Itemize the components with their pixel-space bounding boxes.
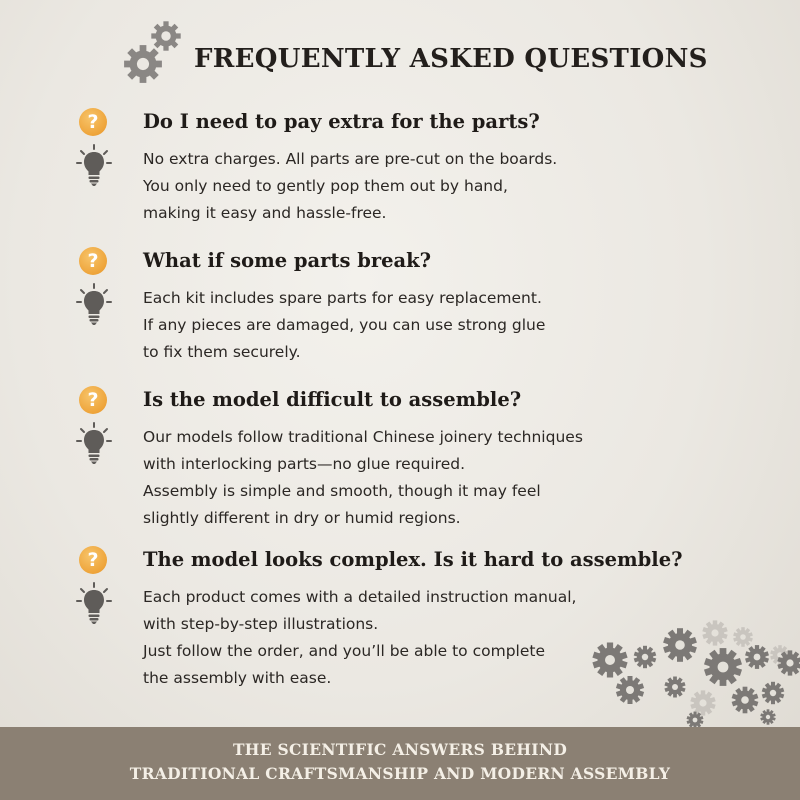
answer-line: slightly different in dry or humid regions. (143, 509, 461, 527)
lightbulb-icon (76, 422, 112, 466)
faq-item-broken-parts (78, 245, 718, 384)
question-text: The model looks complex. Is it hard to assemble? (143, 548, 683, 571)
gears-icon (118, 16, 188, 88)
footer-line-2: TRADITIONAL CRAFTSMANSHIP AND MODERN ASSEMBLY (129, 764, 671, 783)
answer-line: making it easy and hassle-free. (143, 204, 387, 222)
answer-text (143, 424, 718, 532)
answer-line: Each kit includes spare parts for easy replacement. (143, 289, 542, 307)
answer-line: Assembly is simple and smooth, though it may feel (143, 482, 541, 500)
answer-line: to fix them securely. (143, 343, 301, 361)
question-row (78, 106, 718, 146)
question-mark-icon: ? (79, 247, 107, 275)
answer-line: with step-by-step illustrations. (143, 615, 379, 633)
footer-banner (0, 727, 800, 800)
answer-line: with interlocking parts—no glue required. (143, 455, 466, 473)
answer-line: If any pieces are damaged, you can use strong glue (143, 316, 546, 334)
page-title: FREQUENTLY ASKED QUESTIONS (194, 44, 708, 74)
question-text: Do I need to pay extra for the parts? (143, 110, 540, 133)
question-row (78, 245, 718, 285)
answer-line: Each product comes with a detailed instruction manual, (143, 588, 577, 606)
question-mark-icon: ? (79, 386, 107, 414)
question-mark-icon: ? (79, 546, 107, 574)
lightbulb-icon (76, 144, 112, 188)
question-row (78, 544, 718, 584)
answer-row (78, 424, 718, 532)
gear-cluster-icon (585, 615, 800, 730)
question-text: Is the model difficult to assemble? (143, 388, 522, 411)
lightbulb-icon (76, 582, 112, 626)
question-mark-icon: ? (79, 108, 107, 136)
footer-line-1: THE SCIENTIFIC ANSWERS BEHIND (232, 740, 568, 759)
faq-item-difficulty (78, 384, 718, 544)
answer-line: Our models follow traditional Chinese joinery techniques (143, 428, 583, 446)
answer-line: You only need to gently pop them out by hand, (143, 177, 508, 195)
answer-line: No extra charges. All parts are pre-cut on the boards. (143, 150, 558, 168)
question-text: What if some parts break? (143, 249, 432, 272)
faq-list (78, 106, 718, 694)
answer-text (143, 285, 718, 366)
answer-line: Just follow the order, and you’ll be able to complete (143, 642, 545, 660)
answer-row (78, 146, 718, 227)
answer-line: the assembly with ease. (143, 669, 332, 687)
answer-text (143, 146, 718, 227)
title-row (118, 16, 718, 88)
lightbulb-icon (76, 283, 112, 327)
question-row (78, 384, 718, 424)
faq-item-parts-cost (78, 106, 718, 245)
answer-row (78, 285, 718, 366)
